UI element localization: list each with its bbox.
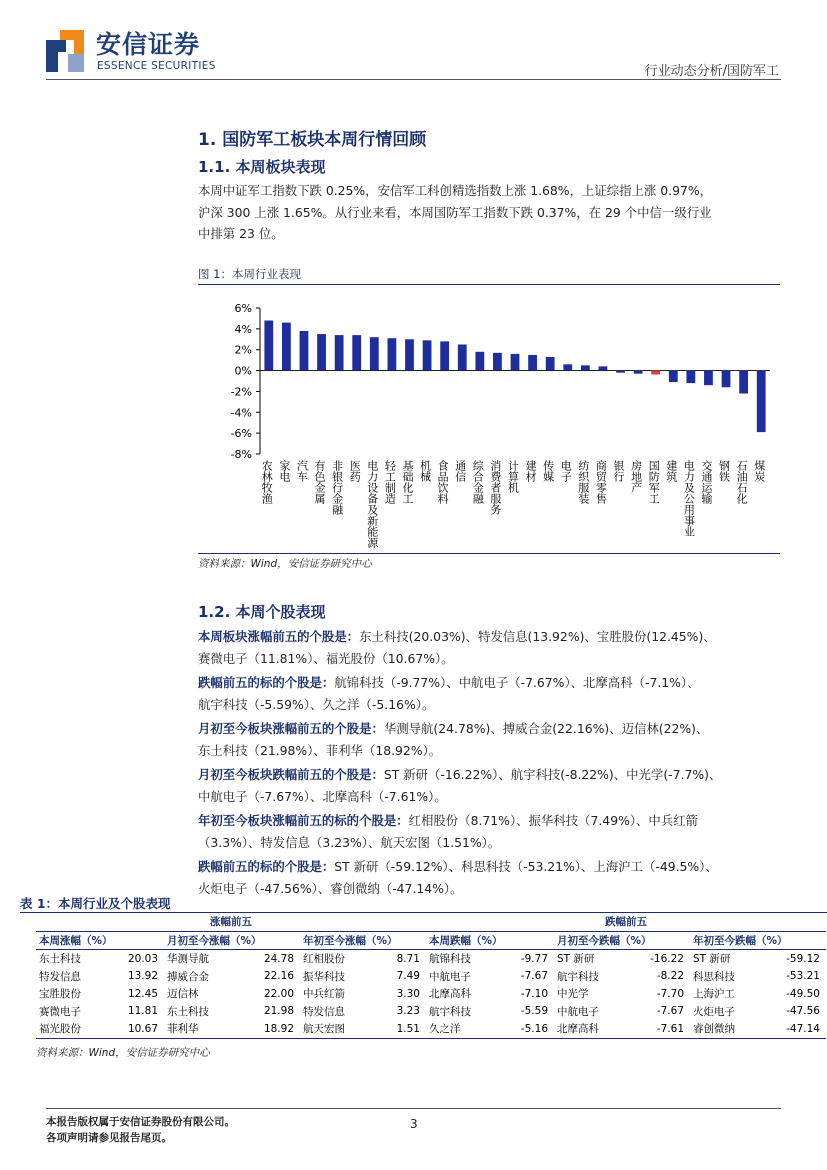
value-cell: 3.23 — [396, 1005, 420, 1018]
figure-source: 资料来源：Wind，安信证券研究中心 — [198, 558, 372, 570]
value-cell: -47.14 — [776, 1020, 826, 1038]
bar — [669, 371, 678, 382]
x-category-label: 电力及公用事业 — [682, 460, 696, 537]
para-line: 中航电子（-7.67%）、北摩高科（-7.61%）。 — [198, 788, 447, 804]
x-category-label: 建材 — [524, 460, 538, 482]
stock-name-cell: 航天宏图 — [300, 1020, 380, 1038]
bar — [704, 371, 713, 386]
value-cell: -47.56 — [786, 1005, 820, 1018]
bar — [370, 337, 379, 370]
x-category-label: 基础化工 — [400, 460, 414, 504]
value-cell: 8.71 — [396, 952, 420, 965]
header-divider — [46, 79, 781, 80]
value-cell: -5.16 — [506, 1020, 554, 1038]
x-category-label: 房地产 — [629, 460, 643, 493]
value-cell: -7.70 — [656, 987, 684, 1000]
stock-name-cell: 睿创微纳 — [690, 1020, 776, 1038]
x-category-label: 医药 — [348, 460, 362, 482]
value-cell: 22.00 — [263, 987, 294, 1000]
bar — [335, 335, 344, 370]
industry-performance-chart — [198, 290, 780, 552]
bar — [581, 365, 590, 370]
bar — [757, 371, 766, 433]
para-line — [198, 626, 798, 648]
para-line — [198, 718, 798, 740]
subsection-title-1-2: 1.2. 本周个股表现 — [198, 603, 326, 621]
stock-name-cell: 科思科技 — [693, 970, 735, 983]
stock-name-cell: 上海沪工 — [693, 988, 735, 1001]
bar — [528, 355, 537, 371]
column-header: 本周涨幅（%） — [36, 931, 164, 950]
y-tick-label: 4% — [234, 322, 252, 336]
column-header: 本周跌幅（%） — [426, 931, 554, 950]
logo-text-en: ESSENCE SECURITIES — [97, 60, 216, 72]
value-cell: 22.16 — [263, 970, 294, 983]
column-header: 年初至今跌幅（%） — [690, 931, 826, 950]
stock-name-cell: 航宇科技 — [557, 970, 599, 983]
value-cell: 21.98 — [263, 1005, 294, 1018]
bar — [511, 354, 520, 371]
x-category-label: 石油石化 — [735, 460, 749, 504]
stock-name-cell: 中航电子 — [557, 1005, 599, 1018]
bar — [458, 345, 467, 371]
page-number: 3 — [410, 1117, 418, 1131]
value-cell: -8.22 — [656, 970, 684, 983]
x-category-label: 电子 — [559, 460, 573, 482]
para-line: 航宇科技（-5.59%）、久之洋（-5.16%）。 — [198, 696, 435, 712]
x-category-label: 电力设备及新能源 — [365, 460, 379, 548]
value-cell: -5.59 — [520, 1005, 548, 1018]
stock-name-cell: ST 新研 — [693, 953, 731, 966]
stock-name-cell: 北摩高科 — [429, 988, 471, 1001]
y-tick-label: 6% — [234, 302, 252, 315]
para-line: 火炬电子（-47.56%）、睿创微纳（-47.14%）。 — [198, 880, 463, 896]
para-line: （3.3%）、特发信息（3.23%）、航天宏图（1.51%）。 — [198, 834, 501, 850]
x-category-label: 建筑 — [664, 460, 678, 482]
footer-disclaimer — [46, 1114, 235, 1146]
stock-name-cell: 中光学 — [557, 988, 589, 1001]
value-cell: 18.92 — [252, 1020, 300, 1038]
para-text: 华测导航(24.78%)、搏威合金(22.16%)、迈信林(22%)、 — [383, 721, 709, 736]
para-line: 东土科技（21.98%）、菲利华（18.92%）。 — [198, 742, 442, 758]
logo-icon — [46, 30, 84, 72]
bar — [264, 321, 273, 371]
table-row — [36, 1003, 826, 1021]
para-label: 本周板块涨幅前五的个股是： — [198, 629, 360, 644]
bar — [599, 366, 608, 370]
stock-name-cell: 菲利华 — [164, 1020, 252, 1038]
value-cell: -7.67 — [520, 970, 548, 983]
bar — [722, 371, 731, 388]
para-text: 红相股份（8.71%）、振华科技（7.49%）、中兵红箭 — [408, 813, 698, 828]
bar — [282, 323, 291, 371]
figure-caption: 图 1：本周行业表现 — [198, 267, 301, 281]
report-category: 行业动态分析/国防军工 — [644, 64, 779, 79]
para-line: 赛微电子（11.81%）、福光股份（10.67%）。 — [198, 650, 454, 666]
para-line — [198, 856, 798, 878]
bar — [546, 357, 555, 371]
stock-name-cell: 福光股份 — [36, 1020, 116, 1038]
value-cell: -59.12 — [786, 952, 820, 965]
bar — [423, 340, 432, 370]
para-line — [198, 672, 798, 694]
para-line: 本周中证军工指数下跌 0.25%，安信军工科创精选指数上涨 1.68%，上证综指上涨 0.97%， — [198, 183, 713, 198]
para-text: ST 新研（-59.12%）、科思科技（-53.21%）、上海沪工（-49.5%）、 — [334, 859, 718, 874]
bar — [563, 364, 572, 370]
y-tick-label: -8% — [230, 448, 252, 461]
x-category-label: 交通运输 — [699, 460, 713, 504]
y-tick-label: 2% — [234, 343, 252, 357]
subsection-title-1-1: 1.1. 本周板块表现 — [198, 158, 326, 176]
value-cell: -9.77 — [520, 952, 548, 965]
para-label: 月初至今板块跌幅前五的个股是： — [198, 767, 384, 782]
bar — [388, 338, 397, 370]
logo-text-cn: 安信证券 — [96, 30, 201, 59]
x-category-label: 综合金融 — [471, 460, 485, 504]
stock-name-cell: 东土科技 — [167, 1005, 209, 1018]
para-text: 东土科技(20.03%)、特发信息(13.92%)、宝胜股份(12.45%)、 — [359, 629, 716, 644]
para-line: 沪深 300 上涨 1.65%。从行业来看，本周国防军工指数下跌 0.37%，在 29 个中信一级行业 — [198, 204, 712, 220]
stock-performance-table — [36, 913, 826, 1039]
x-category-label: 商贸零售 — [594, 460, 608, 504]
value-cell: 20.03 — [127, 952, 158, 965]
stock-performance-block — [198, 626, 798, 899]
stock-name-cell: 中兵红箭 — [303, 988, 345, 1001]
value-cell: 11.81 — [127, 1005, 158, 1018]
stock-name-cell: 宝胜股份 — [39, 988, 81, 1001]
bar — [616, 371, 625, 373]
value-cell: -49.50 — [786, 987, 820, 1000]
para-line — [198, 810, 798, 832]
stock-name-cell: 特发信息 — [303, 1005, 345, 1018]
stock-name-cell: 华测导航 — [167, 953, 209, 966]
column-header: 年初至今涨幅（%） — [300, 931, 426, 950]
stock-name-cell: 振华科技 — [303, 970, 345, 983]
x-category-label: 农林牧渔 — [260, 460, 274, 504]
table-source: 资料来源：Wind，安信证券研究中心 — [36, 1047, 210, 1059]
y-tick-label: -4% — [230, 406, 252, 420]
bar — [493, 353, 502, 371]
x-category-label: 非银行金融 — [330, 460, 344, 515]
para-label: 月初至今板块涨幅前五的个股是： — [198, 721, 384, 736]
stock-name-cell: ST 新研 — [557, 953, 595, 966]
table-title: 表 1：本周行业及个股表现 — [20, 896, 171, 911]
bar — [475, 352, 484, 371]
value-cell: 24.78 — [263, 952, 294, 965]
table-header-row — [36, 931, 826, 950]
figure-bottom-rule — [198, 553, 780, 554]
value-cell: 3.30 — [396, 987, 420, 1000]
x-category-label: 钢铁 — [717, 460, 731, 482]
footer-divider — [46, 1108, 781, 1109]
stock-name-cell: 火炬电子 — [693, 1005, 735, 1018]
stock-name-cell: 中航电子 — [429, 970, 471, 983]
bar — [300, 331, 309, 371]
x-category-label: 银行 — [612, 460, 626, 482]
x-category-label: 机械 — [418, 460, 432, 482]
stock-name-cell: 红相股份 — [303, 953, 345, 966]
stock-name-cell: 迈信林 — [167, 988, 199, 1001]
figure-top-rule — [198, 284, 780, 285]
x-category-label: 纺织服装 — [576, 460, 590, 504]
group-header-down: 跌幅前五 — [605, 916, 647, 929]
para-line: 中排第 23 位。 — [198, 226, 284, 241]
table-row — [36, 968, 826, 986]
bar — [440, 341, 449, 370]
value-cell: -7.10 — [520, 987, 548, 1000]
table-row — [36, 950, 826, 968]
y-tick-label: -6% — [230, 427, 252, 441]
value-cell: 1.51 — [380, 1020, 426, 1038]
para-label: 跌幅前五的标的个股是： — [198, 859, 335, 874]
bar — [739, 371, 748, 394]
value-cell: 13.92 — [127, 970, 158, 983]
x-category-label: 煤炭 — [752, 460, 766, 482]
para-line — [198, 764, 798, 786]
stock-name-cell: 搏威合金 — [167, 970, 209, 983]
x-category-label: 国防军工 — [647, 460, 661, 504]
stock-name-cell: 航锦科技 — [429, 953, 471, 966]
bar — [317, 334, 326, 370]
bar — [686, 371, 695, 384]
x-category-label: 有色金属 — [313, 460, 327, 504]
x-category-label: 食品饮料 — [436, 460, 450, 504]
stock-name-cell: 东土科技 — [39, 953, 81, 966]
value-cell: -7.67 — [656, 1005, 684, 1018]
value-cell: -16.22 — [650, 952, 684, 965]
value-cell: -53.21 — [786, 970, 820, 983]
value-cell: -7.61 — [642, 1020, 690, 1038]
para-label: 年初至今板块涨幅前五的标的个股是： — [198, 813, 409, 828]
x-category-label: 家电 — [277, 460, 291, 482]
x-category-label: 通信 — [453, 460, 467, 482]
section-title: 1. 国防军工板块本周行情回顾 — [198, 130, 427, 150]
bar — [352, 335, 361, 370]
group-header-up: 涨幅前五 — [210, 916, 252, 929]
para-label: 跌幅前五的标的个股是： — [198, 675, 335, 690]
stock-name-cell: 赛微电子 — [39, 1005, 81, 1018]
y-tick-label: 0% — [234, 364, 252, 378]
sector-performance-paragraph — [198, 180, 788, 245]
table-row — [36, 985, 826, 1003]
stock-name-cell: 航宇科技 — [429, 1005, 471, 1018]
x-category-label: 计算机 — [506, 460, 520, 493]
table-row — [36, 1020, 826, 1038]
footer-line: 本报告版权属于安信证券股份有限公司。 — [46, 1116, 235, 1128]
para-text: ST 新研（-16.22%）、航宇科技(-8.22%)、中光学(-7.7%)、 — [383, 767, 722, 782]
x-category-label: 消费者服务 — [488, 460, 502, 515]
value-cell: 10.67 — [116, 1020, 164, 1038]
value-cell: 7.49 — [396, 970, 420, 983]
x-category-label: 轻工制造 — [383, 460, 397, 504]
para-text: 航锦科技（-9.77%）、中航电子（-7.67%）、北摩高科（-7.1%）、 — [334, 675, 700, 690]
footer-line: 各项声明请参见报告尾页。 — [46, 1132, 172, 1144]
x-category-label: 汽车 — [295, 460, 309, 482]
stock-name-cell: 北摩高科 — [554, 1020, 642, 1038]
bar — [405, 339, 414, 370]
x-category-label: 传媒 — [541, 460, 555, 482]
stock-name-cell: 久之洋 — [426, 1020, 506, 1038]
bar — [651, 371, 660, 375]
column-header: 月初至今跌幅（%） — [554, 931, 690, 950]
value-cell: 12.45 — [127, 987, 158, 1000]
bar — [634, 371, 643, 374]
stock-name-cell: 特发信息 — [39, 970, 81, 983]
column-header: 月初至今涨幅（%） — [164, 931, 300, 950]
y-tick-label: -2% — [230, 385, 252, 399]
